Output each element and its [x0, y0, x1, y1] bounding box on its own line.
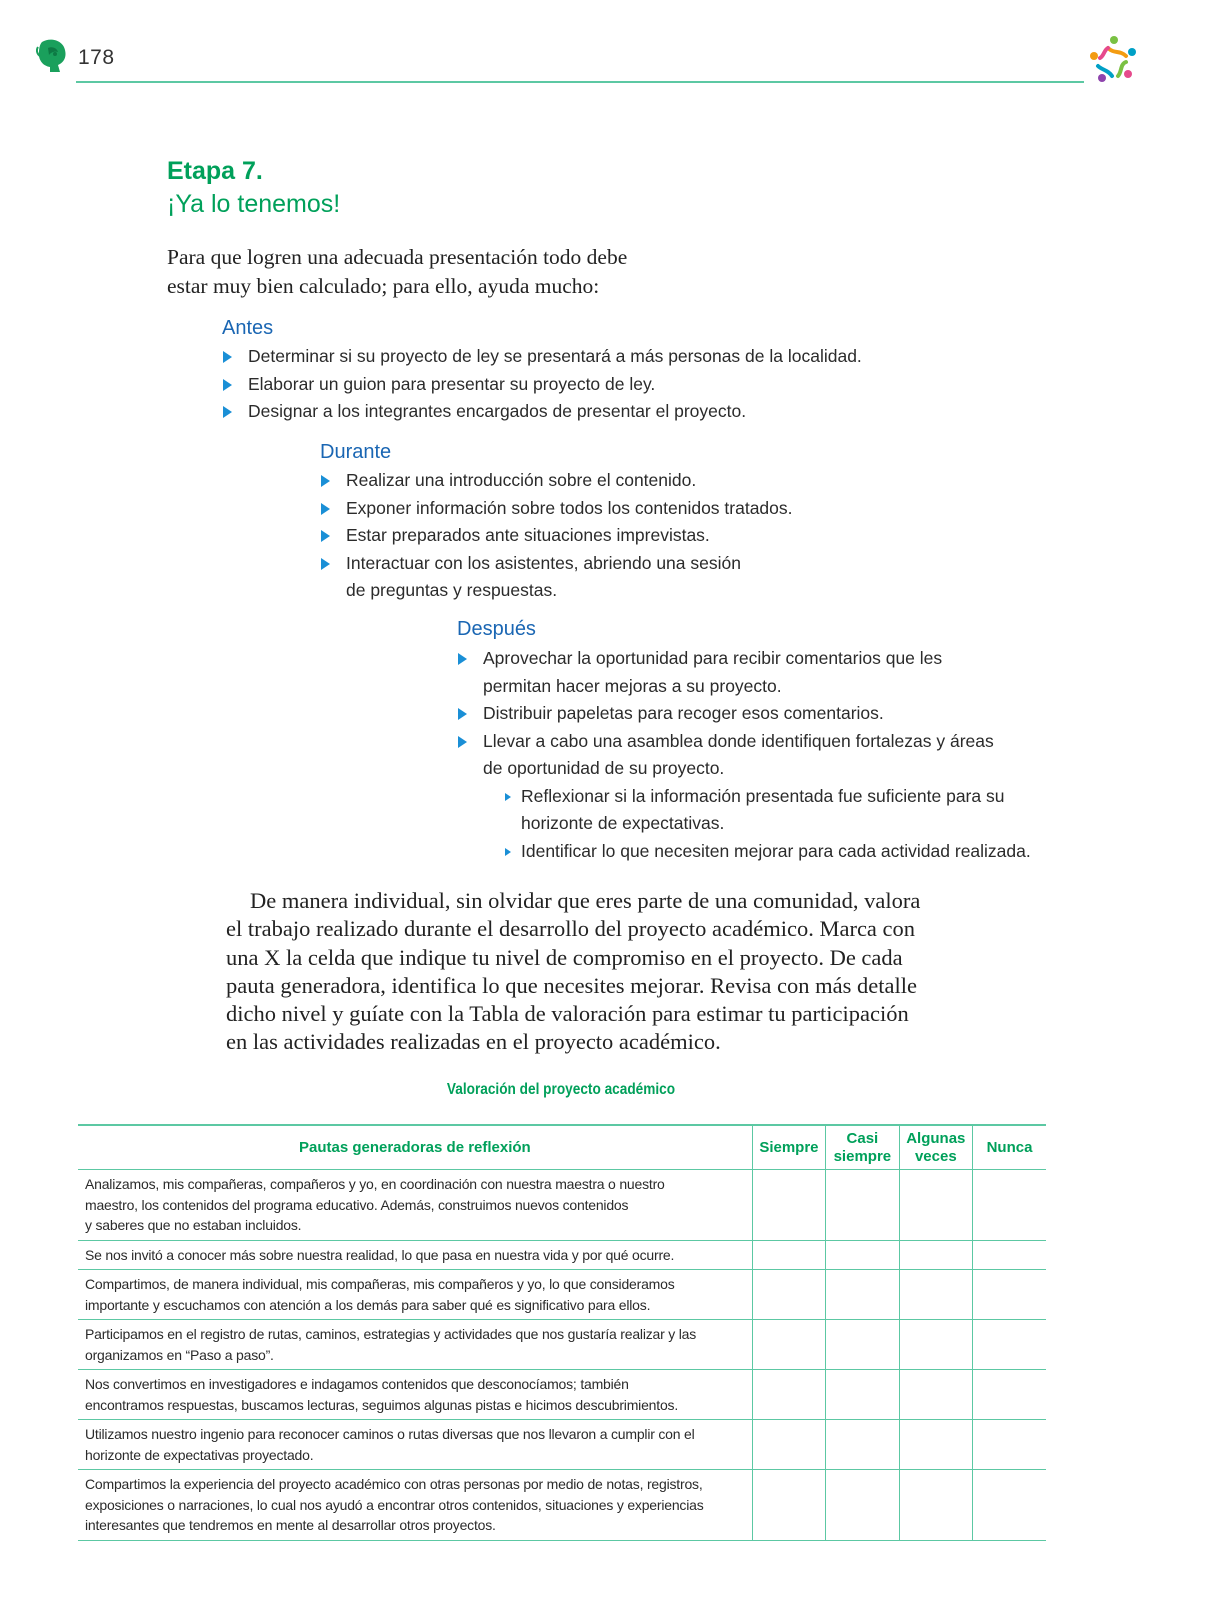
bullet-triangle-icon	[321, 530, 330, 542]
casi-siempre-cell[interactable]	[826, 1470, 899, 1541]
siempre-cell[interactable]	[752, 1270, 825, 1320]
bullet-triangle-icon	[458, 708, 467, 720]
intro-line: estar muy bien calculado; para ello, ayuda mucho:	[167, 274, 600, 298]
list-item: Realizar una introducción sobre el contenido.	[318, 467, 938, 495]
stage-subtitle: ¡Ya lo tenemos!	[167, 190, 341, 218]
casi-siempre-cell[interactable]	[826, 1370, 899, 1420]
siempre-cell[interactable]	[752, 1320, 825, 1370]
paragraph-line: De manera individual, sin olvidar que eres parte de una comunidad, valora	[250, 888, 921, 913]
casi-siempre-cell[interactable]	[826, 1170, 899, 1241]
pauta-cell: Compartimos la experiencia del proyecto académico con otras personas por medio de notas, registros, exposiciones o narraciones, lo cual nos ayudó a encontrar otros contenidos, situaciones y experiencias interesantes que tendremos en mente al desarrollar otros proyectos.	[78, 1470, 752, 1541]
bullet-triangle-icon	[321, 503, 330, 515]
list-item: Interactuar con los asistentes, abriendo una sesión de preguntas y respuestas.	[318, 550, 938, 605]
nunca-cell[interactable]	[973, 1170, 1046, 1241]
list-item: Distribuir papeletas para recoger esos comentarios.	[455, 700, 1095, 728]
despues-heading: Después	[457, 618, 536, 640]
algunas-veces-cell[interactable]	[899, 1470, 972, 1541]
list-item: Llevar a cabo una asamblea donde identifiquen fortalezas y áreas de oportunidad de su proyecto. Reflexionar si la información presentada fue suficiente para su horizonte de expectativas. Identificar lo que necesiten mejorar para cada actividad realizada.	[455, 728, 1095, 866]
despues-sublist	[483, 783, 1095, 866]
list-item: Exponer información sobre todos los contenidos tratados.	[318, 495, 938, 523]
table-row	[78, 1240, 1046, 1270]
list-item: Designar a los integrantes encargados de presentar el proyecto.	[220, 398, 940, 426]
durante-heading: Durante	[320, 441, 392, 463]
table-row	[78, 1420, 1046, 1470]
paragraph-line: en las actividades realizadas en el proyecto académico.	[226, 1029, 721, 1055]
page-number: 178	[78, 46, 115, 69]
sub-list-item: Reflexionar si la información presentada fue suficiente para su horizonte de expectativas.	[503, 783, 1095, 838]
casi-siempre-cell[interactable]	[826, 1420, 899, 1470]
paragraph-line: dicho nivel y guíate con la Tabla de valoración para estimar tu participación	[226, 1001, 909, 1027]
table-row	[78, 1320, 1046, 1370]
algunas-veces-cell[interactable]	[899, 1170, 972, 1241]
pauta-cell: Analizamos, mis compañeras, compañeros y yo, en coordinación con nuestra maestra o nuestro maestro, los contenidos del programa educativo. Además, construimos nuevos contenidos y saberes que no estaban incluidos.	[78, 1170, 752, 1241]
bullet-triangle-icon	[458, 736, 467, 748]
algunas-veces-cell[interactable]	[899, 1240, 972, 1270]
pauta-cell: Nos convertimos en investigadores e indagamos contenidos que desconocíamos; también encontramos respuestas, buscamos lecturas, seguimos algunas pistas e hicimos descubrimientos.	[78, 1370, 752, 1420]
siempre-cell[interactable]	[752, 1170, 825, 1241]
nunca-cell[interactable]	[973, 1370, 1046, 1420]
nunca-cell[interactable]	[973, 1470, 1046, 1541]
list-item: Aprovechar la oportunidad para recibir comentarios que les permitan hacer mejoras a su proyecto.	[455, 645, 1095, 700]
col-header-siempre: Siempre	[752, 1125, 825, 1170]
bullet-triangle-icon	[321, 475, 330, 487]
bullet-triangle-icon	[458, 653, 467, 665]
pauta-cell: Compartimos, de manera individual, mis compañeras, mis compañeros y yo, lo que consideramos importante y escuchamos con atención a los demás para saber qué es significativo para ellos.	[78, 1270, 752, 1320]
table-row	[78, 1470, 1046, 1541]
stage-title: Etapa 7.	[167, 157, 263, 185]
casi-siempre-cell[interactable]	[826, 1270, 899, 1320]
siempre-cell[interactable]	[752, 1420, 825, 1470]
antes-list	[220, 343, 940, 426]
instructions-paragraph	[226, 887, 948, 1057]
list-item: Determinar si su proyecto de ley se presentará a más personas de la localidad.	[220, 343, 940, 371]
header-divider	[76, 81, 1084, 83]
algunas-veces-cell[interactable]	[899, 1270, 972, 1320]
siempre-cell[interactable]	[752, 1240, 825, 1270]
bullet-triangle-icon	[321, 558, 330, 570]
green-leaf-face-icon	[36, 38, 68, 74]
table-caption: Valoración del proyecto académico	[446, 1081, 676, 1098]
col-header-algunas-veces: Algunas veces	[899, 1125, 972, 1170]
table-row	[78, 1370, 1046, 1420]
table-header-row	[78, 1125, 1046, 1170]
nunca-cell[interactable]	[973, 1240, 1046, 1270]
despues-list	[455, 645, 1095, 865]
col-header-casi-siempre: Casi siempre	[826, 1125, 899, 1170]
siempre-cell[interactable]	[752, 1470, 825, 1541]
algunas-veces-cell[interactable]	[899, 1370, 972, 1420]
small-bullet-triangle-icon	[505, 793, 511, 801]
algunas-veces-cell[interactable]	[899, 1420, 972, 1470]
algunas-veces-cell[interactable]	[899, 1320, 972, 1370]
table-row	[78, 1270, 1046, 1320]
bullet-triangle-icon	[223, 351, 232, 363]
col-header-nunca: Nunca	[973, 1125, 1046, 1170]
casi-siempre-cell[interactable]	[826, 1320, 899, 1370]
nunca-cell[interactable]	[973, 1420, 1046, 1470]
bullet-triangle-icon	[223, 379, 232, 391]
paragraph-line: pauta generadora, identifica lo que necesites mejorar. Revisa con más detalle	[226, 972, 917, 998]
nunca-cell[interactable]	[973, 1320, 1046, 1370]
bullet-triangle-icon	[223, 406, 232, 418]
list-item: Elaborar un guion para presentar su proyecto de ley.	[220, 371, 940, 399]
col-header-pautas: Pautas generadoras de reflexión	[78, 1125, 752, 1170]
small-bullet-triangle-icon	[505, 848, 511, 856]
colorful-people-circle-icon	[1088, 34, 1140, 86]
casi-siempre-cell[interactable]	[826, 1240, 899, 1270]
pauta-cell: Se nos invitó a conocer más sobre nuestra realidad, lo que pasa en nuestra vida y por qué ocurre.	[78, 1240, 752, 1270]
durante-list	[318, 467, 938, 605]
pauta-cell: Utilizamos nuestro ingenio para reconocer caminos o rutas diversas que nos llevaron a cumplir con el horizonte de expectativas proyectado.	[78, 1420, 752, 1470]
paragraph-line: una X la celda que indique tu nivel de compromiso en el proyecto. De cada	[226, 944, 903, 970]
siempre-cell[interactable]	[752, 1370, 825, 1420]
antes-heading: Antes	[222, 317, 274, 339]
pauta-cell: Participamos en el registro de rutas, caminos, estrategias y actividades que nos gustaría realizar y las organizamos en “Paso a paso”.	[78, 1320, 752, 1370]
paragraph-line: el trabajo realizado durante el desarrollo del proyecto académico. Marca con	[226, 916, 916, 942]
intro-paragraph	[167, 243, 687, 301]
intro-line: Para que logren una adecuada presentación todo debe	[167, 245, 628, 269]
sub-list-item: Identificar lo que necesiten mejorar para cada actividad realizada.	[503, 838, 1095, 866]
table-row	[78, 1170, 1046, 1241]
list-item: Estar preparados ante situaciones imprevistas.	[318, 522, 938, 550]
nunca-cell[interactable]	[973, 1270, 1046, 1320]
evaluation-table	[78, 1124, 1046, 1541]
